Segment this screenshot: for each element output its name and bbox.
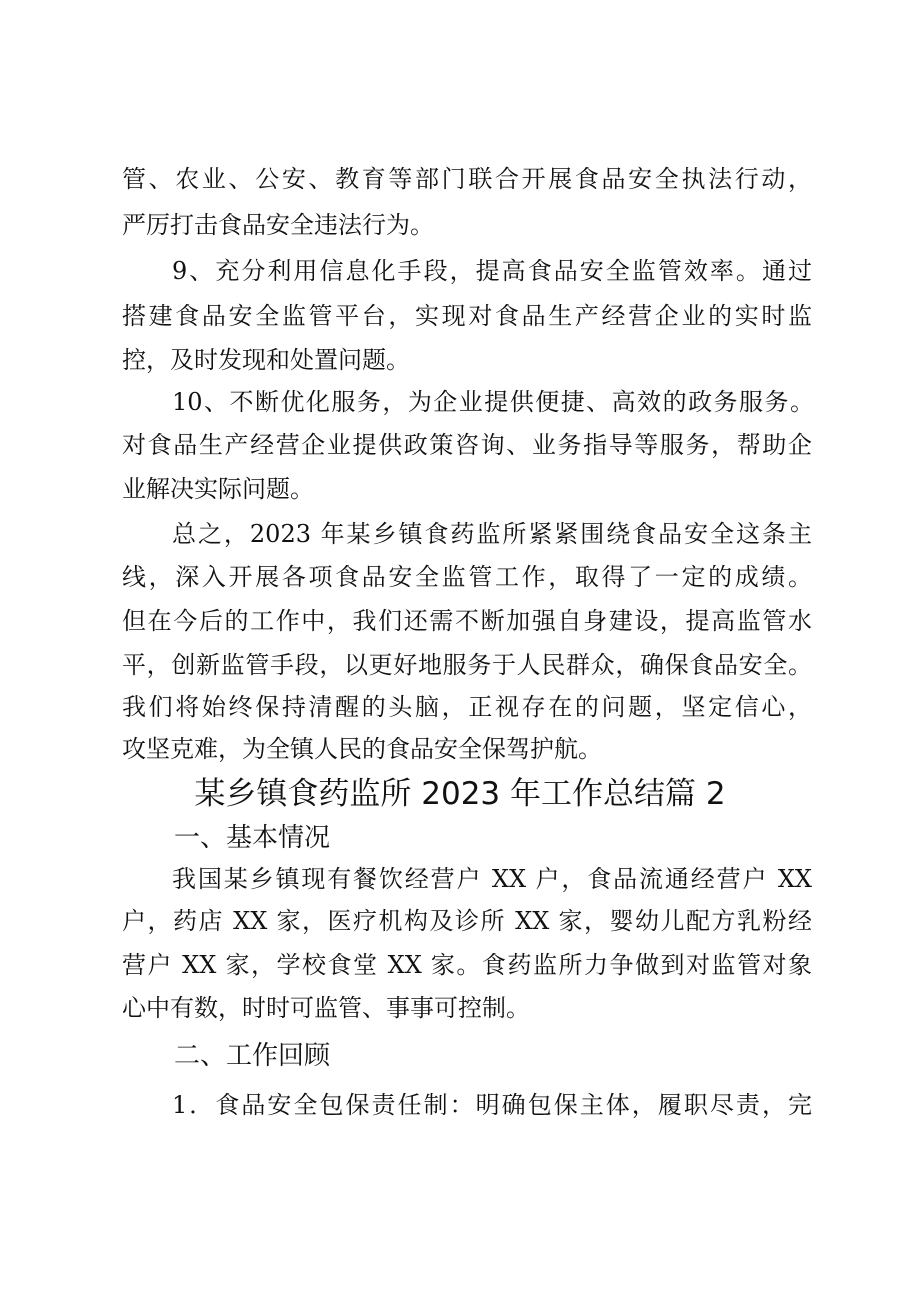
paragraph-line: 线，深入开展各项食品安全监管工作，取得了一定的成绩。 <box>122 563 812 591</box>
paragraph-line: 1．食品安全包保责任制：明确包保主体，履职尽责，完 <box>172 1091 812 1119</box>
paragraph-line: 10、不断优化服务，为企业提供便捷、高效的政务服务。 <box>172 388 814 416</box>
paragraph-line: 总之，2023 年某乡镇食药监所紧紧围绕食品安全这条主 <box>172 520 812 548</box>
paragraph-line: 心中有数，时时可监管、事事可控制。 <box>122 994 530 1022</box>
paragraph-line: 9、充分利用信息化手段，提高食品安全监管效率。通过 <box>172 257 812 285</box>
paragraph-line: 搭建食品安全监管平台，实现对食品生产经营企业的实时监 <box>122 302 812 330</box>
section-title: 某乡镇食药监所 2023 年工作总结篇 2 <box>194 776 726 812</box>
section-heading: 二、工作回顾 <box>174 1041 331 1071</box>
paragraph-line: 但在今后的工作中，我们还需不断加强自身建设，提高监管水 <box>122 607 812 635</box>
section-heading: 一、基本情况 <box>174 823 331 853</box>
paragraph-line: 攻坚克难，为全镇人民的食品安全保驾护航。 <box>122 735 602 763</box>
paragraph-line: 严厉打击食品安全违法行为。 <box>122 211 434 239</box>
paragraph-line: 平，创新监管手段，以更好地服务于人民群众，确保食品安全。 <box>122 651 812 679</box>
paragraph-line: 营户 XX 家，学校食堂 XX 家。食药监所力争做到对监管对象 <box>122 951 812 979</box>
paragraph-line: 控，及时发现和处置问题。 <box>122 346 410 374</box>
paragraph-line: 我们将始终保持清醒的头脑，正视存在的问题，坚定信心， <box>122 693 812 721</box>
paragraph-line: 管、农业、公安、教育等部门联合开展食品安全执法行动， <box>122 165 812 193</box>
paragraph-line: 我国某乡镇现有餐饮经营户 XX 户，食品流通经营户 XX <box>172 865 812 893</box>
paragraph-line: 对食品生产经营企业提供政策咨询、业务指导等服务，帮助企 <box>122 431 812 459</box>
paragraph-line: 业解决实际问题。 <box>122 475 314 503</box>
paragraph-line: 户，药店 XX 家，医疗机构及诊所 XX 家，婴幼儿配方乳粉经 <box>122 907 812 935</box>
